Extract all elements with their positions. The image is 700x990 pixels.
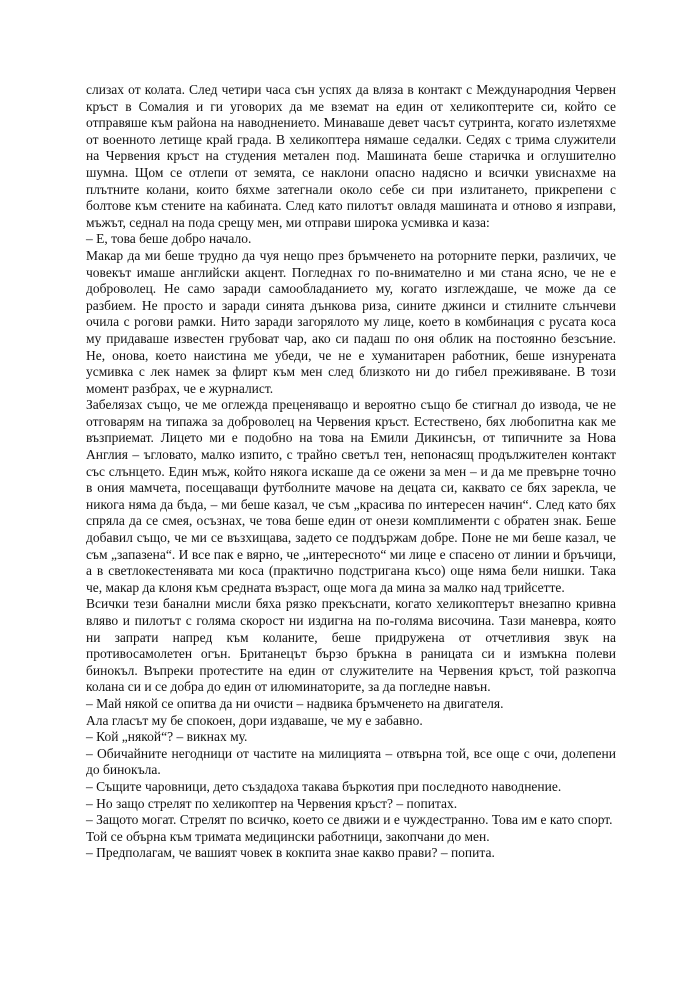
dialogue-line: – Май някой се опитва да ни очисти – надвика бръмченето на двигателя. xyxy=(86,695,504,711)
dialogue-line: – Същите чаровници, дето създадоха такава бъркотия при последното наводнение. xyxy=(86,778,562,794)
dialogue-line: – Кой „някой“? – викнах му. xyxy=(86,729,248,745)
paragraph: слизах от колата. След четири часа сън успях да вляза в контакт с Международния Червен кръст в Сомалия и ги уговорих да ме вземат на един от хеликоптерите си, който се отправяше към района на наводнението. Минаваше девет часът сутринта, когато излетяхме от военното летище край града. В хеликоптера нямаше седалки. Седях с трима служители на Червения кръст на студения метален под. Машината беше старичка и оглушително шумна. Щом се отлепи от земята, се наклони опасно надясно и всички увиснахме на плътните колани, които бяхме затегнали около себе си при излитането, прикрепени с болтове към стените на кабината. След като пилотът овладя машината и отново я изправи, мъжът, седнал на пода срещу мен, ми отправи широка усмивка и каза: xyxy=(86,82,616,230)
paragraph: Забелязах също, че ме оглежда преценяващо и вероятно също бе стигнал до извода, че не отговарям на типажа за доброволец на Червения кръст. Естествено, бях любопитна как ме възприемат. Лицето ми е подобно на това на Емили Дикинсън, от типичните за Нова Англия – ъгловато, малко изпито, с трайно светъл тен, непонасящ продължителен контакт със слънцето. Един мъж, който някога искаше да се ожени за мен – и да ме превърне точно в ония мамчета, посещаващи футболните мачове на децата си, каквато се бях зарекла, че никога няма да бъда, – ми беше казал, че съм „красива по интересен начин“. След като бях спряла да се смея, осъзнах, че това беше един от онези комплименти с обратен знак. Беше добавил също, че ми се възхищава, задето се поддържам добре. Поне не ми беше казал, че съм „запазена“. И все пак е вярно, че „интересното“ ми лице е спасено от линии и бръчици, а в светлокестенявата ми коса (практично подстригана късо) още няма бели нишки. Така че, макар да клоня към средната възраст, още мога да мина за малко над трийсетте. xyxy=(86,397,616,595)
dialogue-line: – Но защо стрелят по хеликоптер на Червения кръст? – попитах. xyxy=(86,795,458,811)
paragraph: Всички тези банални мисли бяха рязко прекъснати, когато хеликоптерът внезапно кривна вляво и пилотът с голяма скорост ни издигна на по-голяма височина. Тази маневра, която ни запрати напред към коланите, беше придружена от отчетливия звук на противосамолетен огън. Британецът бързо бръкна в раницата си и измъкна полеви бинокъл. Въпреки протестите на един от служителите на Червения кръст, той разкопча колана си и се добра до един от илюминаторите, за да погледне навън. xyxy=(86,596,616,695)
body-text xyxy=(86,82,616,862)
dialogue-line: – Е, това беше добро начало. xyxy=(86,231,252,247)
dialogue-line: – Предполагам, че вашият човек в кокпита знае какво прави? – попита. xyxy=(86,845,495,861)
paragraph: Той се обърна към тримата медицински работници, закопчани до мен. xyxy=(86,828,490,844)
paragraph: Ала гласът му бе спокоен, дори издаваше, че му е забавно. xyxy=(86,712,423,728)
paragraph: Макар да ми беше трудно да чуя нещо през бръмченето на роторните перки, различих, че човекът имаше английски акцент. Погледнах го по-внимателно и ми стана ясно, че не е доброволец. Не само заради самообладанието му, когато изглеждаше, че може да се разбием. Не просто и заради синята дънкова риза, сините джинси и стилните слънчеви очила с рогови рамки. Нито заради загорялото му лице, което в комбинация с русата коса му придаваше известен грубоват чар, ако си падаш по оня облик на постоянно безсъние. Не, онова, което наистина ме убеди, че не е хуманитарен работник, беше изнурената усмивка с лек намек за флирт към мен след близкото ни до гибел преживяване. В този момент разбрах, че е журналист. xyxy=(86,247,616,396)
dialogue-line: – Обичайните негодници от частите на милицията – отвърна той, все още с очи, долепени до бинокъла. xyxy=(86,745,616,778)
dialogue-line: – Защото могат. Стрелят по всичко, което се движи и е чуждестранно. Това им е като спорт. xyxy=(86,812,613,828)
